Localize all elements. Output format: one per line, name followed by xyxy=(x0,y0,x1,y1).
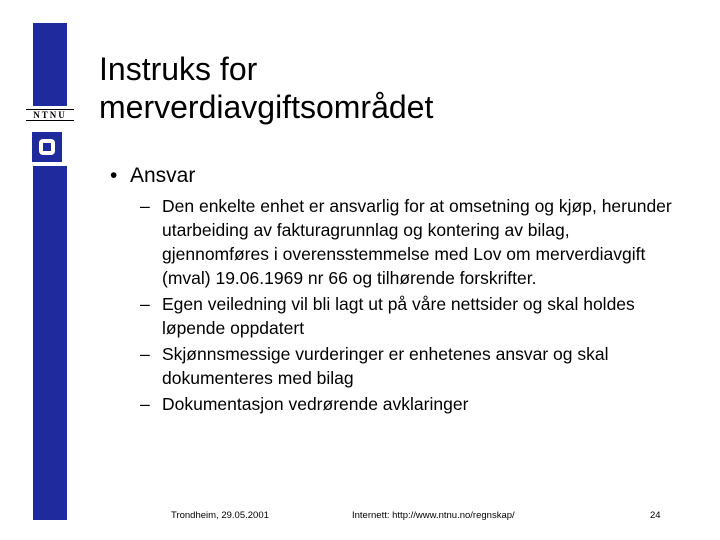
sub-bullet-list xyxy=(140,194,680,418)
bullet-ansvar: Ansvar xyxy=(130,164,196,187)
sub-bullet-item xyxy=(140,292,680,340)
sub-bullet-item xyxy=(140,342,680,390)
bullet-marker: • xyxy=(110,164,118,187)
sub-bullet-text: Den enkelte enhet er ansvarlig for at omsetning og kjøp, herunder utarbeiding av fakturagrunnlag og kontering av bilag, gjennomføres i overensstemmelse med Lov om merverdiavgift (mval) 19.06.1969 nr 66 og tilhørende forskrifter. xyxy=(162,196,672,288)
sub-bullet-text: Skjønnsmessige vurderinger er enhetenes ansvar og skal dokumenteres med bilag xyxy=(162,344,609,388)
sub-bullet-text: Dokumentasjon vedrørende avklaringer xyxy=(162,394,469,414)
sidebar-brand-bar xyxy=(33,23,67,520)
slide-title xyxy=(99,50,679,126)
footer-page-number: 24 xyxy=(650,510,661,521)
dash-marker: – xyxy=(140,344,150,364)
sub-bullet-text: Egen veiledning vil bli lagt ut på våre nettsider og skal holdes løpende oppdatert xyxy=(162,294,635,338)
footer-date: Trondheim, 29.05.2001 xyxy=(171,510,269,521)
dash-marker: – xyxy=(140,394,150,414)
title-line-1: Instruks for xyxy=(99,51,258,87)
sub-bullet-item xyxy=(140,392,680,416)
logo-text: NTNU xyxy=(33,110,67,120)
sub-bullet-item xyxy=(140,194,680,290)
title-line-2: merverdiavgiftsområdet xyxy=(99,89,434,125)
dash-marker: – xyxy=(140,196,150,216)
footer-url: Internett: http://www.ntnu.no/regnskap/ xyxy=(352,510,515,521)
logo-square-core xyxy=(43,143,51,151)
dash-marker: – xyxy=(140,294,150,314)
